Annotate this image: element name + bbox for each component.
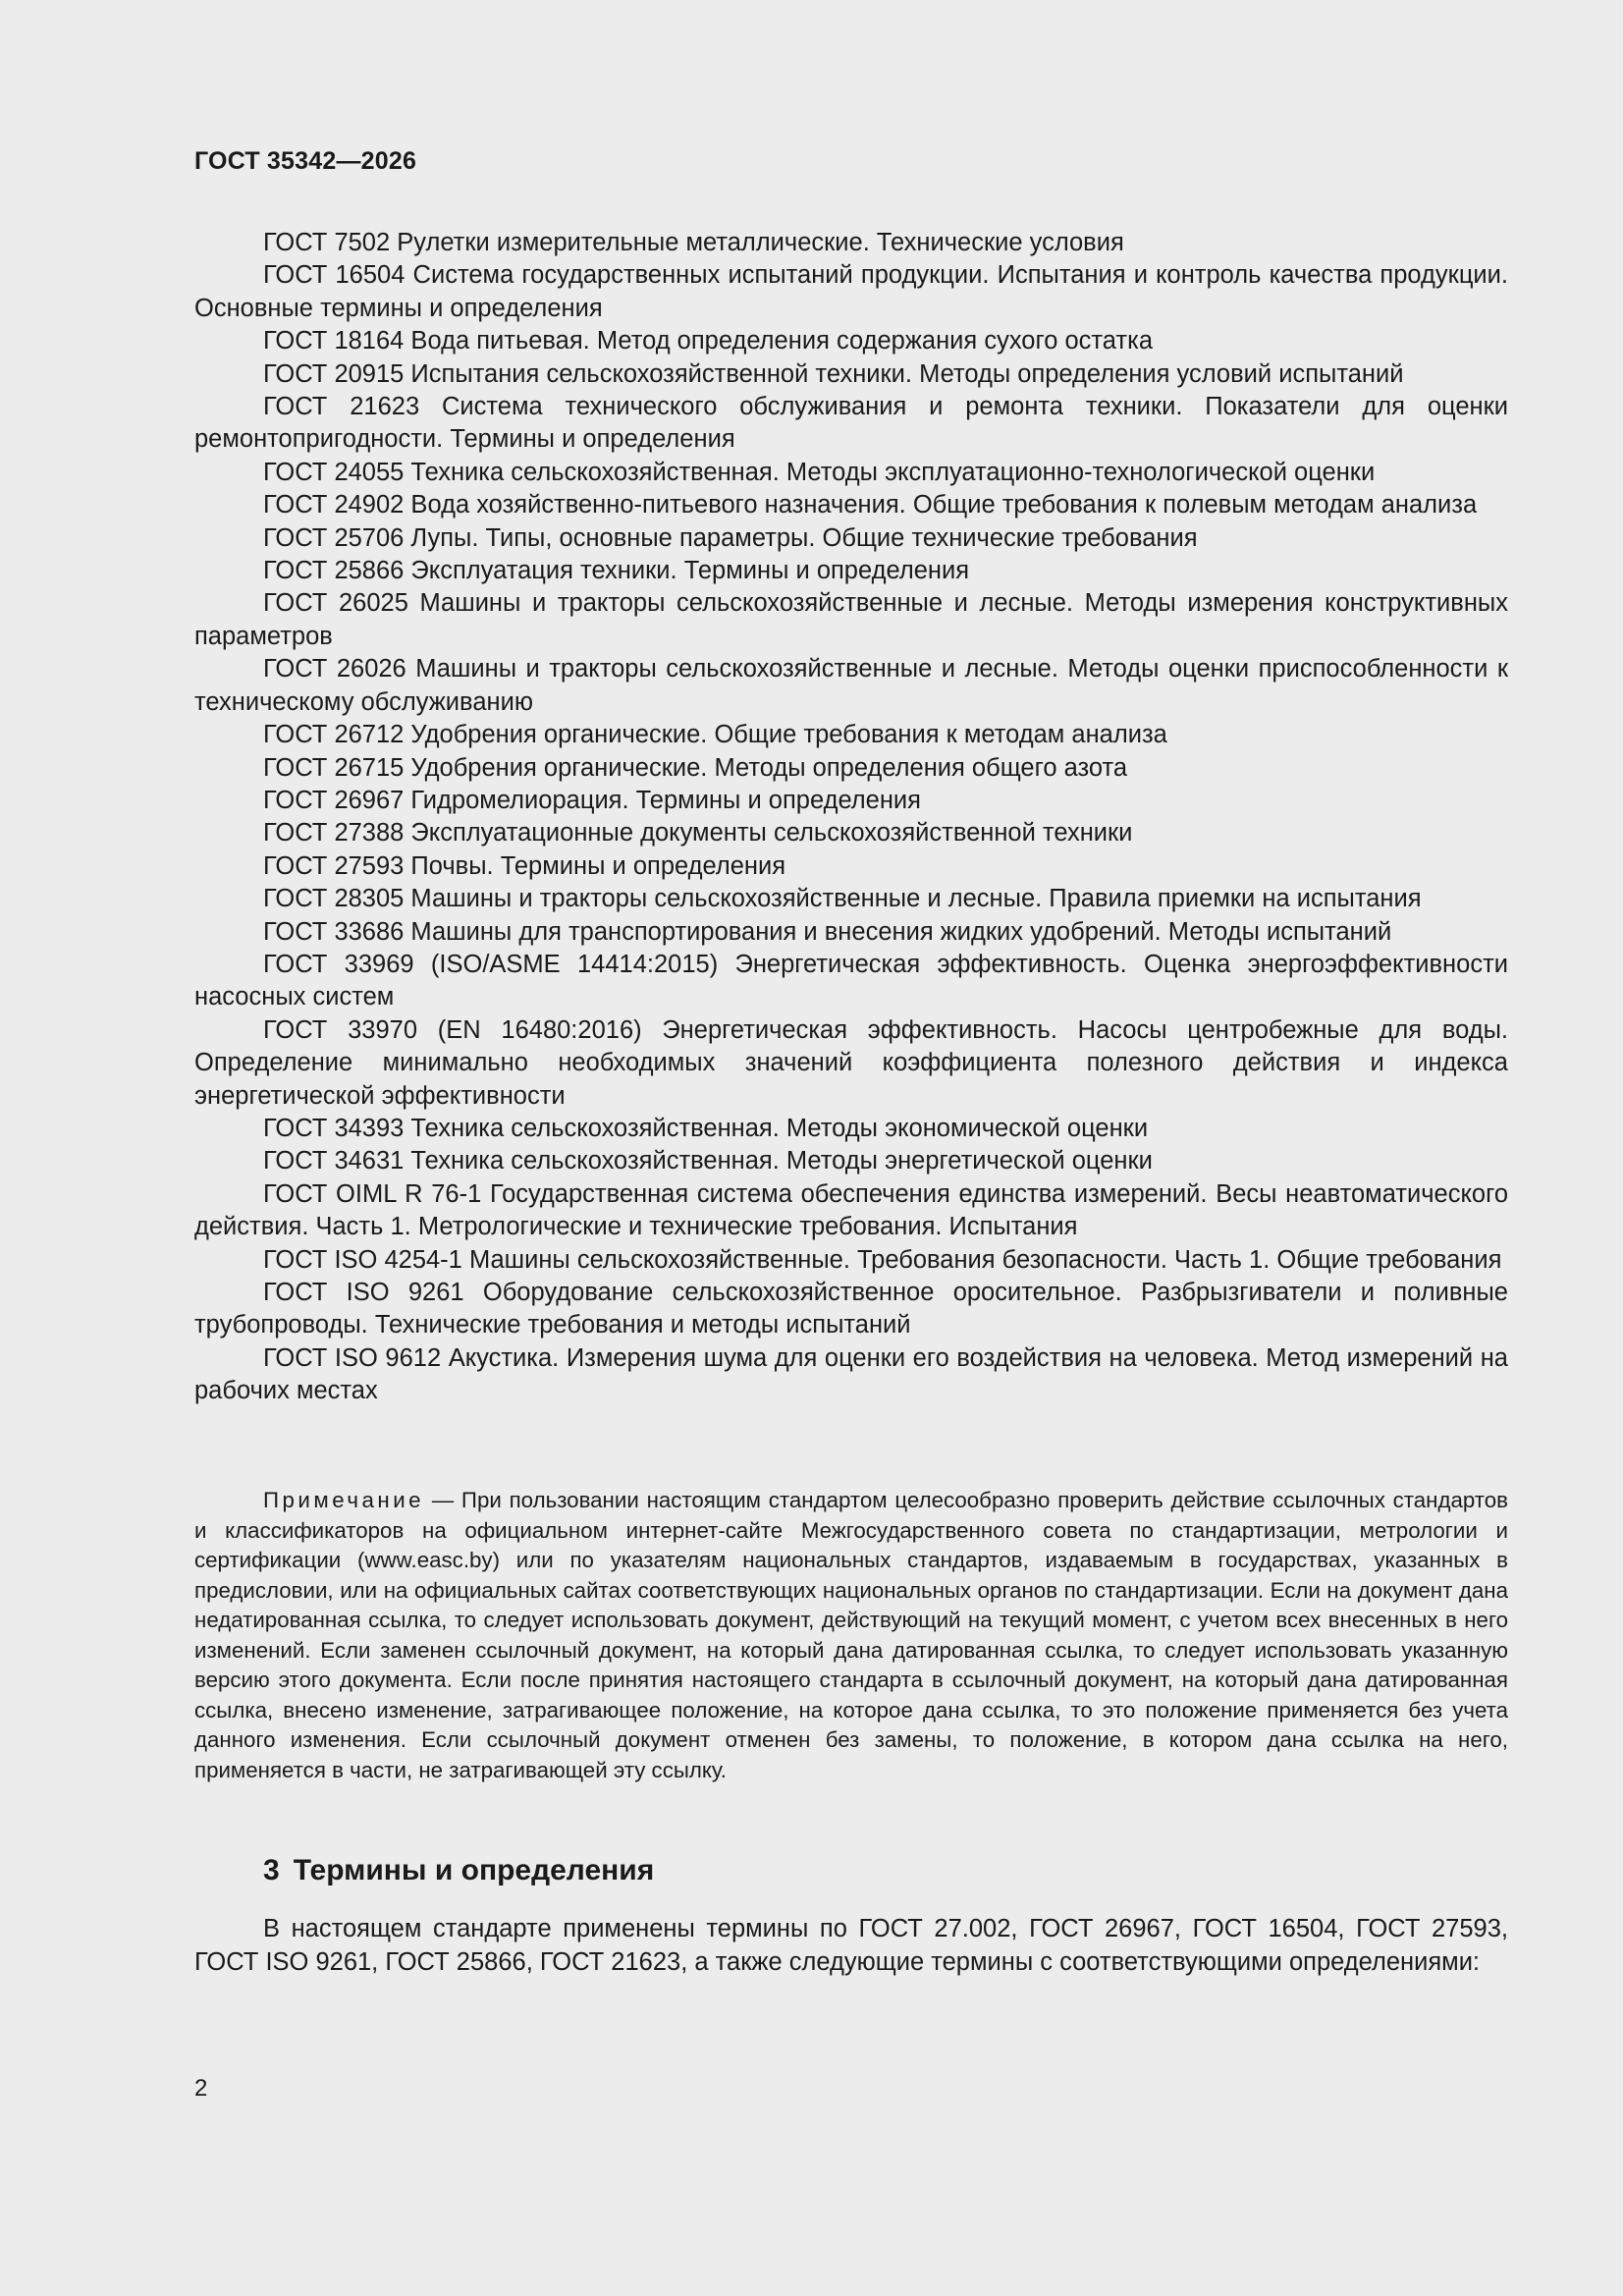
- reference-item: ГОСТ 25866 Эксплуатация техники. Термины и определения: [263, 557, 970, 585]
- reference-item: ГОСТ 26715 Удобрения органические. Методы определения общего азота: [263, 753, 1128, 782]
- reference-item: ГОСТ 26026 Машины и тракторы сельскохозяйственные и лесные. Методы оценки приспособленности к техническому обслуживанию: [194, 655, 1508, 716]
- reference-item: ГОСТ ISO 9261 Оборудование сельскохозяйственное оросительное. Разбрызгиватели и поливные трубопроводы. Технические требования и методы испытаний: [194, 1279, 1508, 1339]
- reference-item: ГОСТ 34393 Техника сельскохозяйственная. Методы экономической оценки: [263, 1114, 1149, 1142]
- reference-item: ГОСТ 21623 Система технического обслуживания и ремонта техники. Показатели для оценки ремонтопригодности. Термины и определения: [194, 393, 1508, 454]
- section-title-text: Термины и определения: [293, 1854, 655, 1886]
- normative-references-list: [194, 227, 1508, 1408]
- section-heading: [263, 1854, 654, 1887]
- reference-item: ГОСТ 33686 Машины для транспортирования и внесения жидких удобрений. Методы испытаний: [263, 917, 1392, 946]
- reference-item: ГОСТ 20915 Испытания сельскохозяйственной техники. Методы определения условий испытаний: [263, 359, 1404, 388]
- reference-item: ГОСТ 33969 (ISO/ASME 14414:2015) Энергетическая эффективность. Оценка энергоэффективности насосных систем: [194, 950, 1508, 1011]
- page-number: 2: [194, 2075, 208, 2102]
- reference-item: ГОСТ 27593 Почвы. Термины и определения: [263, 851, 786, 880]
- reference-item: ГОСТ 33970 (EN 16480:2016) Энергетическая эффективность. Насосы центробежные для воды. Определение минимально необходимых значений коэффициента полезного действия и индекса энергетической эффективности: [194, 1015, 1508, 1110]
- references-note: [194, 1486, 1508, 1785]
- reference-item: ГОСТ ISO 9612 Акустика. Измерения шума для оценки его воздействия на человека. Метод измерений на рабочих местах: [194, 1343, 1508, 1405]
- reference-item: ГОСТ OIML R 76-1 Государственная система обеспечения единства измерений. Весы неавтоматического действия. Часть 1. Метрологические и технические требования. Испытания: [194, 1179, 1508, 1241]
- reference-item: ГОСТ 24055 Техника сельскохозяйственная. Методы эксплуатационно-технологической оценки: [263, 458, 1376, 486]
- reference-item: ГОСТ 7502 Рулетки измерительные металлические. Технические условия: [263, 229, 1124, 256]
- section-intro-paragraph: В настоящем стандарте применены термины по ГОСТ 27.002, ГОСТ 26967, ГОСТ 16504, ГОСТ 27593, ГОСТ ISO 9261, ГОСТ 25866, ГОСТ 21623, а также следующие термины с соответствующими определениями:: [194, 1915, 1508, 1976]
- note-text: — При пользовании настоящим стандартом целесообразно проверить действие ссылочных стандартов и классификаторов на официальном интернет-сайте Межгосударственного совета по стандартизации, метрологии и сертификации (www.easc.by) или по указателям национальных стандартов, издаваемым в государствах, указанных в предисловии, или на официальных сайтах соответствующих национальных органов по стандартизации. Если на документ дана недатированная ссылка, то следует использовать документ, действующий на текущий момент, с учетом всех внесенных в него изменений. Если заменен ссылочный документ, на который дана датированная ссылка, то следует использовать указанную версию этого документа. Если после принятия настоящего стандарта в ссылочный документ, на который дана датированная ссылка, внесено изменение, затрагивающее положение, на которое дана ссылка, то это положение применяется без учета данного изменения. Если ссылочный документ отменен без замены, то положение, в котором дана ссылка на него, применяется в части, не затрагивающей эту ссылку.: [194, 1488, 1508, 1782]
- reference-item: ГОСТ 26025 Машины и тракторы сельскохозяйственные и лесные. Методы измерения конструктивных параметров: [194, 589, 1508, 650]
- reference-item: ГОСТ 16504 Система государственных испытаний продукции. Испытания и контроль качества продукции. Основные термины и определения: [194, 261, 1508, 322]
- reference-item: ГОСТ 27388 Эксплуатационные документы сельскохозяйственной техники: [263, 819, 1133, 847]
- reference-item: ГОСТ ISO 4254-1 Машины сельскохозяйственные. Требования безопасности. Часть 1. Общие требования: [263, 1245, 1502, 1274]
- section-number: 3: [263, 1854, 280, 1886]
- reference-item: ГОСТ 25706 Лупы. Типы, основные параметры. Общие технические требования: [263, 523, 1198, 552]
- note-label: Примечание: [263, 1488, 425, 1512]
- reference-item: ГОСТ 18164 Вода питьевая. Метод определения содержания сухого остатка: [263, 327, 1153, 355]
- reference-item: ГОСТ 26712 Удобрения органические. Общие требования к методам анализа: [263, 721, 1167, 749]
- reference-item: ГОСТ 28305 Машины и тракторы сельскохозяйственные и лесные. Правила приемки на испытания: [263, 885, 1422, 913]
- reference-item: ГОСТ 34631 Техника сельскохозяйственная. Методы энергетической оценки: [263, 1147, 1153, 1175]
- reference-item: ГОСТ 24902 Вода хозяйственно-питьевого назначения. Общие требования к полевым методам анализа: [263, 491, 1478, 519]
- document-header: ГОСТ 35342—2026: [194, 147, 417, 175]
- reference-item: ГОСТ 26967 Гидромелиорация. Термины и определения: [263, 786, 921, 814]
